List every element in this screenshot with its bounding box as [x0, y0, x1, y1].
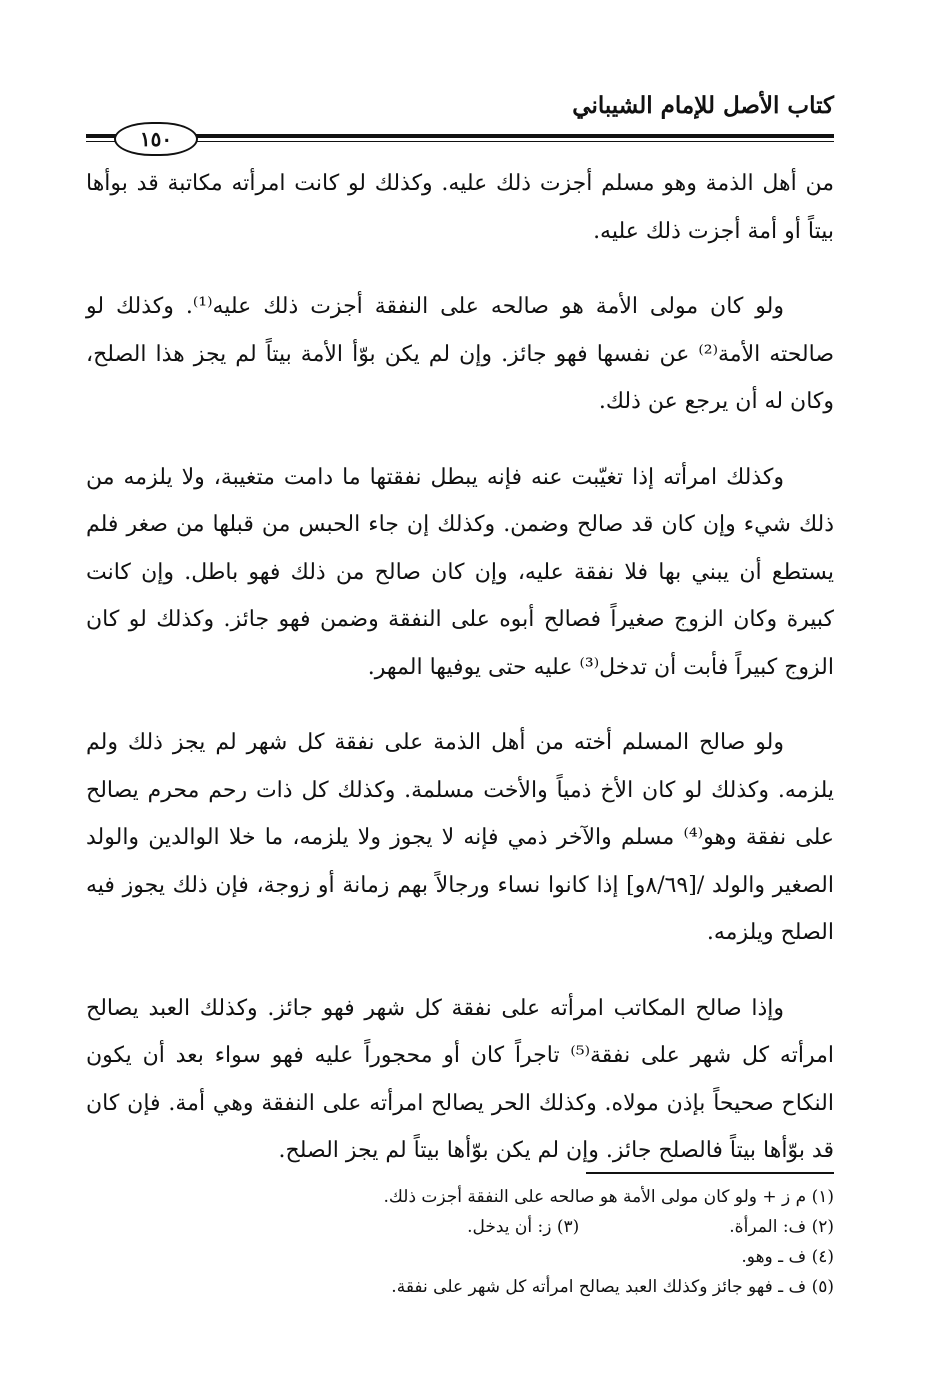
footnote-row-2-3	[86, 1212, 834, 1242]
header-rule-thick	[86, 134, 834, 138]
main-text	[86, 160, 834, 1203]
footnote-2: (٢) ف: المرأة.	[729, 1217, 834, 1237]
footnote-4: (٤) ف ـ وهو.	[741, 1247, 834, 1267]
header-rule-thin	[86, 141, 834, 142]
paragraph: وإذا صالح المكاتب امرأته على نفقة كل شهر فهو جائز. وكذلك العبد يصالح امرأته كل شهر على نفقة⁽⁵⁾ تاجراً كان أو محجوراً عليه فهو سواء بعد أن يكون النكاح صحيحاً بإذن مولاه. وكذلك الحر يصالح امرأته على النفقة وهي أمة. فإن كان قد بوّأها بيتاً فالصلح جائز. وإن لم يكن بوّأها بيتاً لم يجز الصلح.	[86, 995, 834, 1163]
footnote-divider	[586, 1172, 834, 1174]
page-header	[86, 92, 834, 152]
footnote-1: (١) م ز + ولو كان مولى الأمة هو صالحه على النفقة أجزت ذلك.	[383, 1187, 834, 1207]
paragraph: من أهل الذمة وهو مسلم أجزت ذلك عليه. وكذلك لو كانت امرأته مكاتبة قد بوأها بيتاً أو أمة أجزت ذلك عليه.	[86, 171, 834, 244]
page-number: ١٥٠	[114, 122, 198, 156]
footnote-3: (٣) ز: أن يدخل.	[467, 1217, 580, 1237]
paragraph: وكذلك امرأته إذا تغيّبت عنه فإنه يبطل نفقتها ما دامت متغيبة، ولا يلزمه من ذلك شيء وإن كان قد صالح وضمن. وكذلك إن جاء الحبس من قبلها من صغر فلم يستطع أن يبني بها فلا نفقة عليه، وإن كان صالح من ذلك فهو باطل. وإن كانت كبيرة وكان الزوج صغيراً فصالح أبوه على النفقة وضمن فهو جائز. وكذلك لو كان الزوج كبيراً فأبت أن تدخل⁽³⁾ عليه حتى يوفيها المهر.	[86, 464, 834, 680]
footnotes	[86, 1182, 834, 1302]
footnote-5: (٥) ف ـ فهو جائز وكذلك العبد يصالح امرأته كل شهر على نفقة.	[391, 1277, 834, 1297]
paragraph: ولو كان مولى الأمة هو صالحه على النفقة أجزت ذلك عليه⁽¹⁾. وكذلك لو صالحته الأمة⁽²⁾ عن نفسها فهو جائز. وإن لم يكن بوّأ الأمة بيتاً لم يجز هذا الصلح، وكان له أن يرجع عن ذلك.	[86, 294, 835, 414]
paragraph: ولو صالح المسلم أخته من أهل الذمة على نفقة كل شهر لم يجز ذلك ولم يلزمه. وكذلك لو كان الأخ ذمياً والأخت مسلمة. وكذلك كل ذات رحم محرم يصالح على نفقة وهو⁽⁴⁾ مسلم والآخر ذمي فإنه لا يجوز ولا يلزمه، ما خلا الوالدين والولد الصغير والولد /[٨/٦٩و] إذا كانوا نساء ورجالاً بهم زمانة أو زوجة، فإن ذلك يجوز فيه الصلح ويلزمه.	[86, 730, 834, 945]
book-title: كتاب الأصل للإمام الشيباني	[572, 92, 834, 119]
